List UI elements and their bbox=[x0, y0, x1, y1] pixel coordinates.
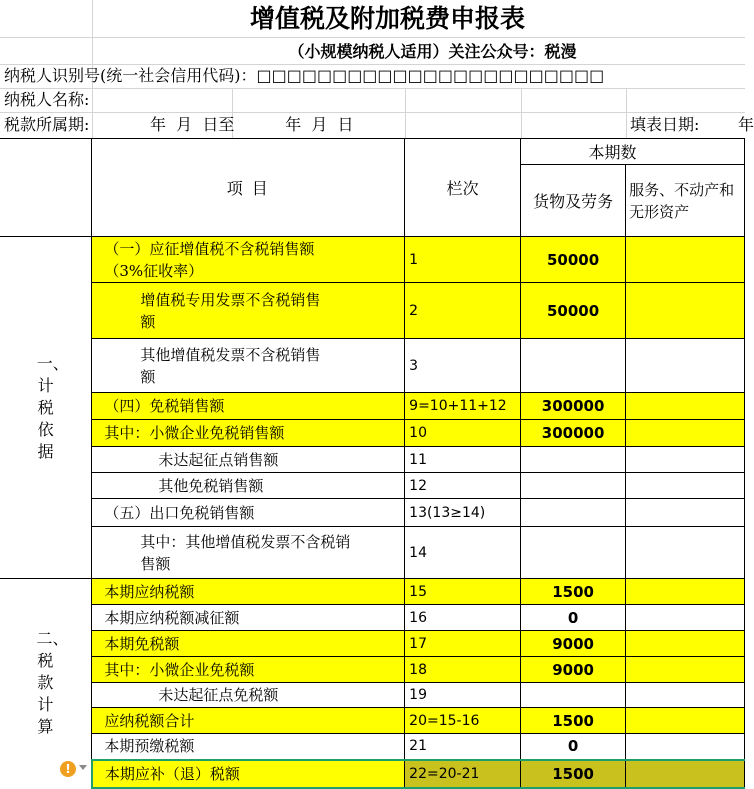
row-label[interactable]: 未达起征点销售额 bbox=[92, 447, 405, 473]
chevron-down-icon[interactable] bbox=[79, 765, 87, 770]
header-services: 服务、不动产和无形资产 bbox=[626, 165, 745, 237]
header-line: 栏次 bbox=[405, 139, 521, 237]
section-tax-calculation-label: 二、税款计算 bbox=[36, 629, 69, 737]
section-tax-basis bbox=[0, 237, 92, 579]
row-line[interactable]: 22=20-21 bbox=[405, 760, 521, 788]
tax-period-value[interactable]: 年 月 日至 年 月 日 bbox=[150, 115, 354, 134]
row-goods-value[interactable]: 50000 bbox=[521, 237, 626, 283]
row-services-value[interactable] bbox=[626, 579, 745, 605]
declaration-table bbox=[0, 138, 745, 789]
tax-period-label: 税款所属期: bbox=[4, 115, 90, 134]
row-services-value[interactable] bbox=[626, 283, 745, 339]
row-label[interactable]: （四）免税销售额 bbox=[92, 393, 405, 420]
row-label[interactable]: 其他免税销售额 bbox=[92, 473, 405, 499]
row-goods-value[interactable]: 1500 bbox=[521, 760, 626, 788]
row-label[interactable]: 其他增值税发票不含税销售额 bbox=[92, 339, 405, 393]
warning-icon[interactable]: ! bbox=[60, 761, 76, 777]
gridline bbox=[405, 88, 406, 138]
row-services-value[interactable] bbox=[626, 760, 745, 788]
row-goods-value[interactable]: 300000 bbox=[521, 420, 626, 447]
row-line[interactable]: 13(13≥14) bbox=[405, 499, 521, 527]
form-title: 增值税及附加税费申报表 bbox=[249, 4, 525, 33]
row-goods-value[interactable]: 0 bbox=[521, 605, 626, 631]
row-label[interactable]: 其中：其他增值税发票不含税销售额 bbox=[92, 527, 405, 579]
row-goods-value[interactable]: 9000 bbox=[521, 631, 626, 657]
row-label[interactable]: 其中：小微企业免税额 bbox=[92, 657, 405, 683]
row-line[interactable]: 11 bbox=[405, 447, 521, 473]
row-line[interactable]: 17 bbox=[405, 631, 521, 657]
row-services-value[interactable] bbox=[626, 420, 745, 447]
taxpayer-id-label[interactable]: 纳税人识别号(统一社会信用代码)：□□□□□□□□□□□□□□□□□□□□□□□ bbox=[4, 66, 605, 85]
row-line[interactable]: 12 bbox=[405, 473, 521, 499]
row-services-value[interactable] bbox=[626, 631, 745, 657]
row-label[interactable]: 本期免税额 bbox=[92, 631, 405, 657]
row-goods-value[interactable]: 1500 bbox=[521, 579, 626, 605]
row-label[interactable]: 应纳税额合计 bbox=[92, 708, 405, 734]
row-services-value[interactable] bbox=[626, 339, 745, 393]
row-goods-value[interactable] bbox=[521, 499, 626, 527]
row-line[interactable]: 20=15-16 bbox=[405, 708, 521, 734]
row-goods-value[interactable]: 300000 bbox=[521, 393, 626, 420]
row-services-value[interactable] bbox=[626, 237, 745, 283]
row-services-value[interactable] bbox=[626, 393, 745, 420]
row-line[interactable]: 2 bbox=[405, 283, 521, 339]
header-goods: 货物及劳务 bbox=[521, 165, 626, 237]
section-tax-basis-label: 一、计税依据 bbox=[36, 353, 69, 461]
row-line[interactable]: 10 bbox=[405, 420, 521, 447]
row-label[interactable]: 增值税专用发票不含税销售额 bbox=[92, 283, 405, 339]
section-tax-calculation bbox=[0, 579, 92, 788]
row-services-value[interactable] bbox=[626, 499, 745, 527]
fill-date-label: 填表日期: bbox=[630, 115, 700, 134]
row-line[interactable]: 1 bbox=[405, 237, 521, 283]
row-goods-value[interactable]: 50000 bbox=[521, 283, 626, 339]
row-line[interactable]: 21 bbox=[405, 734, 521, 760]
row-label[interactable]: 未达起征点免税额 bbox=[92, 683, 405, 708]
row-goods-value[interactable] bbox=[521, 527, 626, 579]
header-blank bbox=[0, 139, 92, 237]
row-label[interactable]: （五）出口免税销售额 bbox=[92, 499, 405, 527]
row-label[interactable]: 本期应纳税额减征额 bbox=[92, 605, 405, 631]
row-services-value[interactable] bbox=[626, 708, 745, 734]
row-line[interactable]: 18 bbox=[405, 657, 521, 683]
row-label[interactable]: 本期预缴税额 bbox=[92, 734, 405, 760]
row-goods-value[interactable]: 1500 bbox=[521, 708, 626, 734]
row-services-value[interactable] bbox=[626, 734, 745, 760]
gridline bbox=[626, 88, 627, 138]
gridline bbox=[521, 88, 522, 138]
row-goods-value[interactable]: 0 bbox=[521, 734, 626, 760]
gridline bbox=[0, 88, 745, 89]
row-label[interactable]: （一）应征增值税不含税销售额（3%征收率） bbox=[92, 237, 405, 283]
row-services-value[interactable] bbox=[626, 683, 745, 708]
header-current-period: 本期数 bbox=[521, 139, 745, 165]
row-goods-value[interactable]: 9000 bbox=[521, 657, 626, 683]
row-goods-value[interactable] bbox=[521, 473, 626, 499]
row-line[interactable]: 9=10+11+12 bbox=[405, 393, 521, 420]
row-label[interactable]: 其中：小微企业免税销售额 bbox=[92, 420, 405, 447]
row-line[interactable]: 16 bbox=[405, 605, 521, 631]
form-subtitle: （小规模纳税人适用）关注公众号：税漫 bbox=[288, 42, 577, 61]
row-label[interactable]: 本期应纳税额 bbox=[92, 579, 405, 605]
row-goods-value[interactable] bbox=[521, 683, 626, 708]
row-services-value[interactable] bbox=[626, 657, 745, 683]
row-line[interactable]: 14 bbox=[405, 527, 521, 579]
row-line[interactable]: 3 bbox=[405, 339, 521, 393]
fill-date-value[interactable]: 年 bbox=[738, 115, 754, 134]
taxpayer-name-label[interactable]: 纳税人名称: bbox=[4, 90, 90, 109]
header-item: 项 目 bbox=[92, 139, 405, 237]
row-services-value[interactable] bbox=[626, 447, 745, 473]
row-services-value[interactable] bbox=[626, 527, 745, 579]
row-line[interactable]: 15 bbox=[405, 579, 521, 605]
row-goods-value[interactable] bbox=[521, 447, 626, 473]
row-label[interactable]: 本期应补（退）税额 bbox=[92, 760, 405, 788]
row-services-value[interactable] bbox=[626, 473, 745, 499]
row-services-value[interactable] bbox=[626, 605, 745, 631]
row-goods-value[interactable] bbox=[521, 339, 626, 393]
row-line[interactable]: 19 bbox=[405, 683, 521, 708]
